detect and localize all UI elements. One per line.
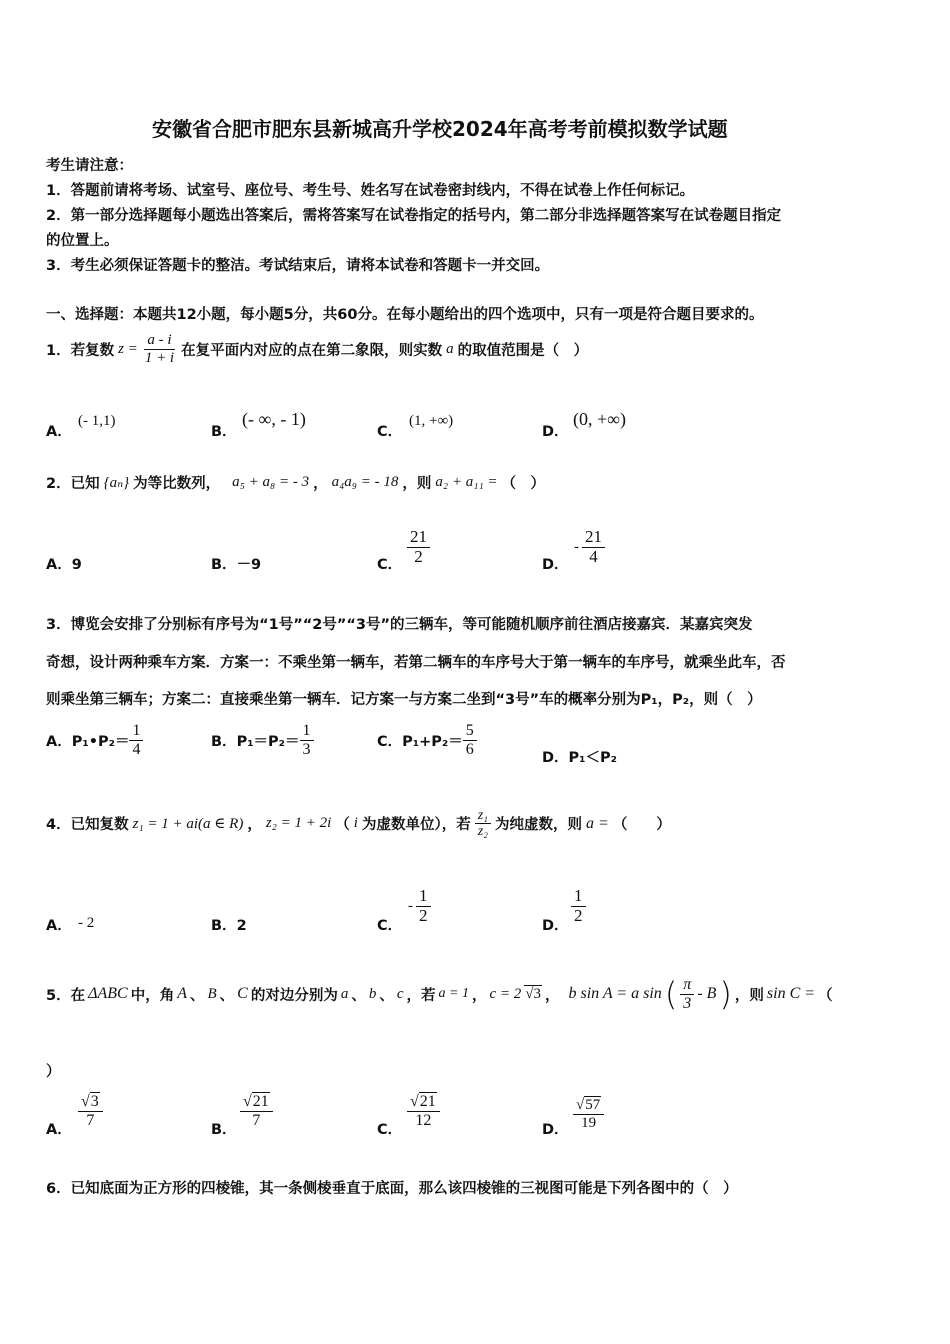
question-number: 2．已知 — [46, 476, 100, 492]
math-fraction: $\frac{\text{z₁}}{\text{z₂}}$ — [475, 808, 491, 840]
option-d-value: - $\frac{21}{4}$ — [574, 528, 605, 566]
notice-item: 3．考生必须保证答题卡的整洁。考试结束后，请将本试卷和答题卡一并交回。 — [46, 258, 550, 274]
notice-heading: 考生请注意： — [46, 158, 133, 174]
option-a[interactable]: A． — [46, 424, 72, 440]
option-c[interactable]: C． — [377, 918, 403, 934]
option-d-value: (0, +∞) — [573, 409, 626, 429]
option-c-value: (1, +∞) — [409, 413, 454, 429]
page-title: 安徽省合肥市肥东县新城高升学校2024年高考考前模拟数学试题 — [152, 117, 728, 141]
option-d[interactable]: D． — [542, 918, 569, 934]
option-b[interactable]: B． P₁＝P₂＝ $\frac{1}{3}$ — [211, 722, 314, 758]
option-d[interactable]: D．P₁＜P₂ — [542, 750, 618, 766]
option-a-value: - 2 — [78, 915, 95, 931]
question-3-line: 则乘坐第三辆车；方案二：直接乘坐第一辆车．记方案一与方案二坐到“3号”车的概率分别为P₁，P₂，则（ ） — [46, 692, 762, 708]
section-heading: 一、选择题：本题共12小题，每小题5分，共60分。在每小题给出的四个选项中，只有一项是符合题目要求的。 — [46, 307, 764, 323]
question-5: 5．在 ΔABC 中，角 A 、 B 、 C 的对边分别为 a 、 b 、 c ，若 a = 1 ， c = 2 √3 ， b sin A = a sin ( $\frac{\pi}{3}$ - B ) ，则 sin C = （ — [46, 975, 833, 1013]
math-expression: a₅ + a₈ = - 3 — [232, 474, 310, 490]
question-4: 4．已知复数 z₁ = 1 + ai(a ∈ R) ， z₂ = 1 + 2i （ i 为虚数单位），若 $\frac{\text{z₁}}{\text{z₂}}$ 为纯虚数，则 a = （ ） — [46, 808, 671, 840]
question-5-close-paren: ） — [46, 1064, 61, 1080]
option-b[interactable]: B．2 — [211, 918, 247, 934]
option-c-value: - $\frac{1}{2}$ — [408, 887, 431, 925]
fraction-numerator: a - i — [144, 332, 174, 350]
option-d[interactable]: D． — [542, 557, 569, 573]
option-d[interactable]: D． — [542, 424, 569, 440]
math-expression: z = — [118, 340, 138, 357]
option-c-value: $\frac{21}{2}$ — [407, 528, 430, 566]
question-number: 4．已知复数 — [46, 817, 129, 834]
option-b-value: (- ∞, - 1) — [242, 409, 306, 429]
option-b[interactable]: B． — [211, 424, 237, 440]
question-number: 5．在 — [46, 987, 86, 1004]
option-b-value: $\frac{√21}{7}$ — [240, 1093, 273, 1129]
option-a[interactable]: A．9 — [46, 557, 82, 573]
option-a[interactable]: A． P₁•P₂＝ $\frac{1}{4}$ — [46, 722, 143, 758]
math-expression: z₁ = 1 + ai(a ∈ R) — [132, 816, 244, 833]
option-d-value: $\frac{1}{2}$ — [571, 887, 586, 925]
math-fraction — [142, 332, 177, 366]
question-3-line: 3．博览会安排了分别标有序号为“1号”“2号”“3号”的三辆车，等可能随机顺序前往酒店接嘉宾．某嘉宾突发 — [46, 617, 753, 633]
option-a[interactable]: A． — [46, 918, 72, 934]
option-a-value: $\frac{√3}{7}$ — [78, 1093, 103, 1129]
question-text: 的取值范围是（ ） — [457, 342, 589, 359]
option-b[interactable]: B．－9 — [211, 557, 262, 573]
fraction-denominator: 1 + i — [144, 349, 175, 366]
notice-item: 2．第一部分选择题每小题选出答案后，需将答案写在试卷指定的括号内，第二部分非选择题答案写在试卷题目指定 — [46, 208, 782, 224]
option-c[interactable]: C． — [377, 557, 403, 573]
option-c[interactable]: C． P₁+P₂＝ $\frac{5}{6}$ — [377, 722, 477, 758]
question-6: 6．已知底面为正方形的四棱锥，其一条侧棱垂直于底面，那么该四棱锥的三视图可能是下列各图中的（ ） — [46, 1181, 738, 1197]
math-expression: a₄a₉ = - 18 — [331, 474, 399, 490]
option-b[interactable]: B． — [211, 1122, 237, 1138]
math-expression: a₂ + a₁₁ = — [435, 474, 498, 490]
option-a[interactable]: A． — [46, 1122, 72, 1138]
notice-item: 的位置上。 — [46, 233, 119, 249]
question-number: 1．若复数 — [46, 342, 115, 359]
option-c[interactable]: C． — [377, 1122, 403, 1138]
option-c[interactable]: C． — [377, 424, 403, 440]
option-c-value: $\frac{√21}{12}$ — [407, 1093, 440, 1129]
math-expression: {aₙ} — [103, 475, 130, 491]
question-text: 为等比数列， — [133, 476, 221, 492]
option-d[interactable]: D． — [542, 1122, 569, 1138]
question-3-line: 奇想，设计两种乘车方案．方案一：不乘坐第一辆车，若第二辆车的车序号大于第一辆车的车序号，就乘坐此车，否 — [46, 655, 786, 671]
math-expression: z₂ = 1 + 2i — [265, 815, 332, 832]
question-text: （ ） — [501, 476, 546, 492]
question-1 — [46, 332, 588, 366]
notice-item: 1．答题前请将考场、试室号、座位号、考生号、姓名写在试卷密封线内，不得在试卷上作任何标记。 — [46, 183, 695, 199]
math-variable: a — [446, 340, 454, 357]
option-a-value: (- 1,1) — [78, 413, 116, 429]
question-2: 2．已知 {aₙ} 为等比数列， a₅ + a₈ = - 3 ， a₄a₉ = - 18 ，则 a₂ + a₁₁ = （ ） — [46, 474, 546, 492]
option-d-value: $\frac{√57}{19}$ — [573, 1097, 604, 1131]
question-text: 在复平面内对应的点在第二象限，则实数 — [181, 342, 443, 359]
